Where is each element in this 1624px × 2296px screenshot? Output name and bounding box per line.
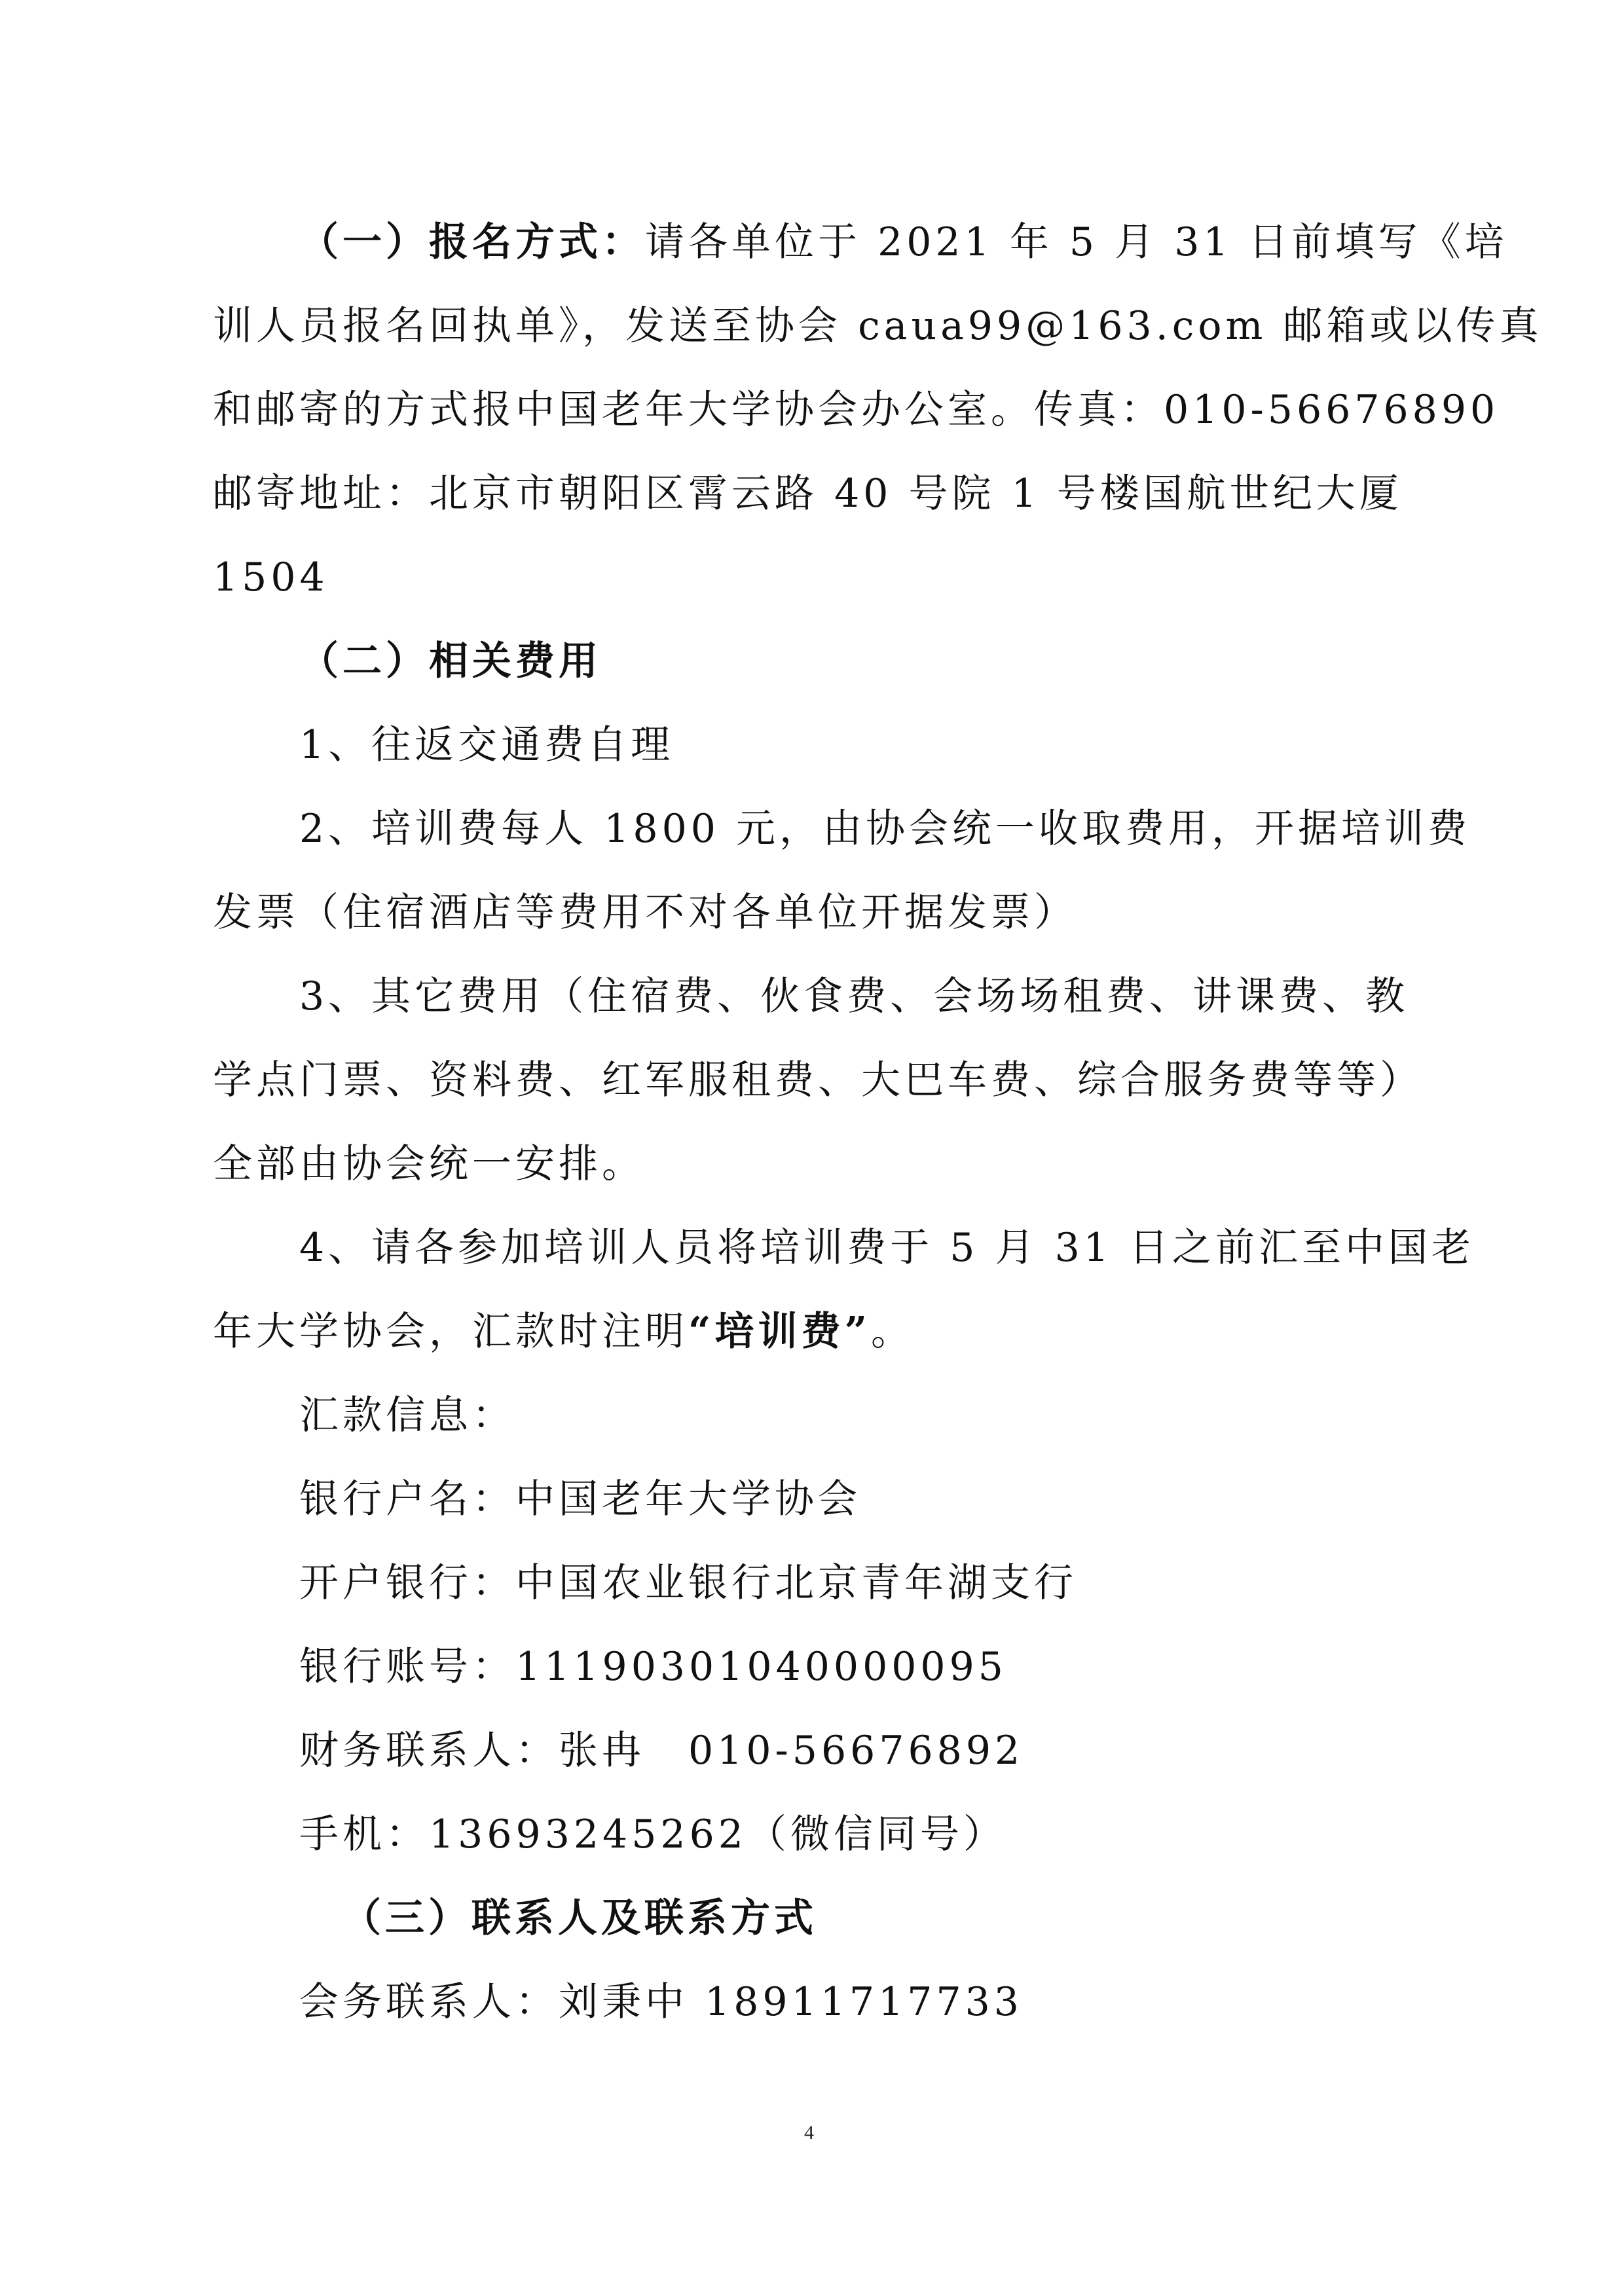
registration-line-1-text: 请各单位于 2021 年 5 月 31 日前填写《培 xyxy=(645,219,1508,265)
registration-line-2: 训人员报名回执单》，发送至协会 caua99@163.com 邮箱或以传真 xyxy=(213,303,1543,349)
fees-item-2-line-2: 发票（住宿酒店等费用不对各单位开据发票） xyxy=(213,890,1077,936)
page-number: 4 xyxy=(804,2122,814,2143)
remittance-finance-contact: 财务联系人：张冉 010-56676892 xyxy=(299,1728,1024,1774)
fees-item-4-emphasis: “培训费” xyxy=(688,1309,872,1355)
fees-item-4-text: 年大学协会，汇款时注明 xyxy=(213,1309,688,1355)
fees-item-2-line-1: 2、培训费每人 1800 元，由协会统一收取费用，开据培训费 xyxy=(299,806,1471,852)
remittance-account-name: 银行户名：中国老年大学协会 xyxy=(299,1476,861,1522)
registration-line-1 xyxy=(299,216,1508,268)
contacts-conference-contact: 会务联系人：刘秉中 18911717733 xyxy=(299,1979,1023,2025)
remittance-account-number: 银行账号：11190301040000095 xyxy=(299,1644,1007,1690)
contacts-heading: （三）联系人及联系方式 xyxy=(342,1895,817,1941)
fees-item-3-line-2: 学点门票、资料费、红军服租费、大巴车费、综合服务费等等） xyxy=(213,1057,1423,1103)
fees-item-4-line-1: 4、请各参加培训人员将培训费于 5 月 31 日之前汇至中国老 xyxy=(299,1225,1475,1271)
registration-heading: （一）报名方式： xyxy=(299,219,645,265)
fees-item-3-line-3: 全部由协会统一安排。 xyxy=(213,1141,645,1187)
fees-item-4-line-2 xyxy=(213,1305,914,1358)
remittance-title: 汇款信息： xyxy=(299,1393,515,1438)
remittance-mobile: 手机：13693245262（微信同号） xyxy=(299,1812,1006,1857)
fees-item-1: 1、往返交通费自理 xyxy=(299,722,674,768)
registration-line-4: 邮寄地址：北京市朝阳区霄云路 40 号院 1 号楼国航世纪大厦 xyxy=(213,471,1403,517)
remittance-bank: 开户银行：中国农业银行北京青年湖支行 xyxy=(299,1560,1077,1606)
registration-line-5: 1504 xyxy=(213,555,329,600)
registration-line-3: 和邮寄的方式报中国老年大学协会办公室。传真：010-56676890 xyxy=(213,387,1500,433)
fees-item-3-line-1: 3、其它费用（住宿费、伙食费、会场场租费、讲课费、教 xyxy=(299,974,1409,1019)
fees-item-4-period: 。 xyxy=(871,1309,915,1355)
fees-heading: （二）相关费用 xyxy=(299,638,602,684)
